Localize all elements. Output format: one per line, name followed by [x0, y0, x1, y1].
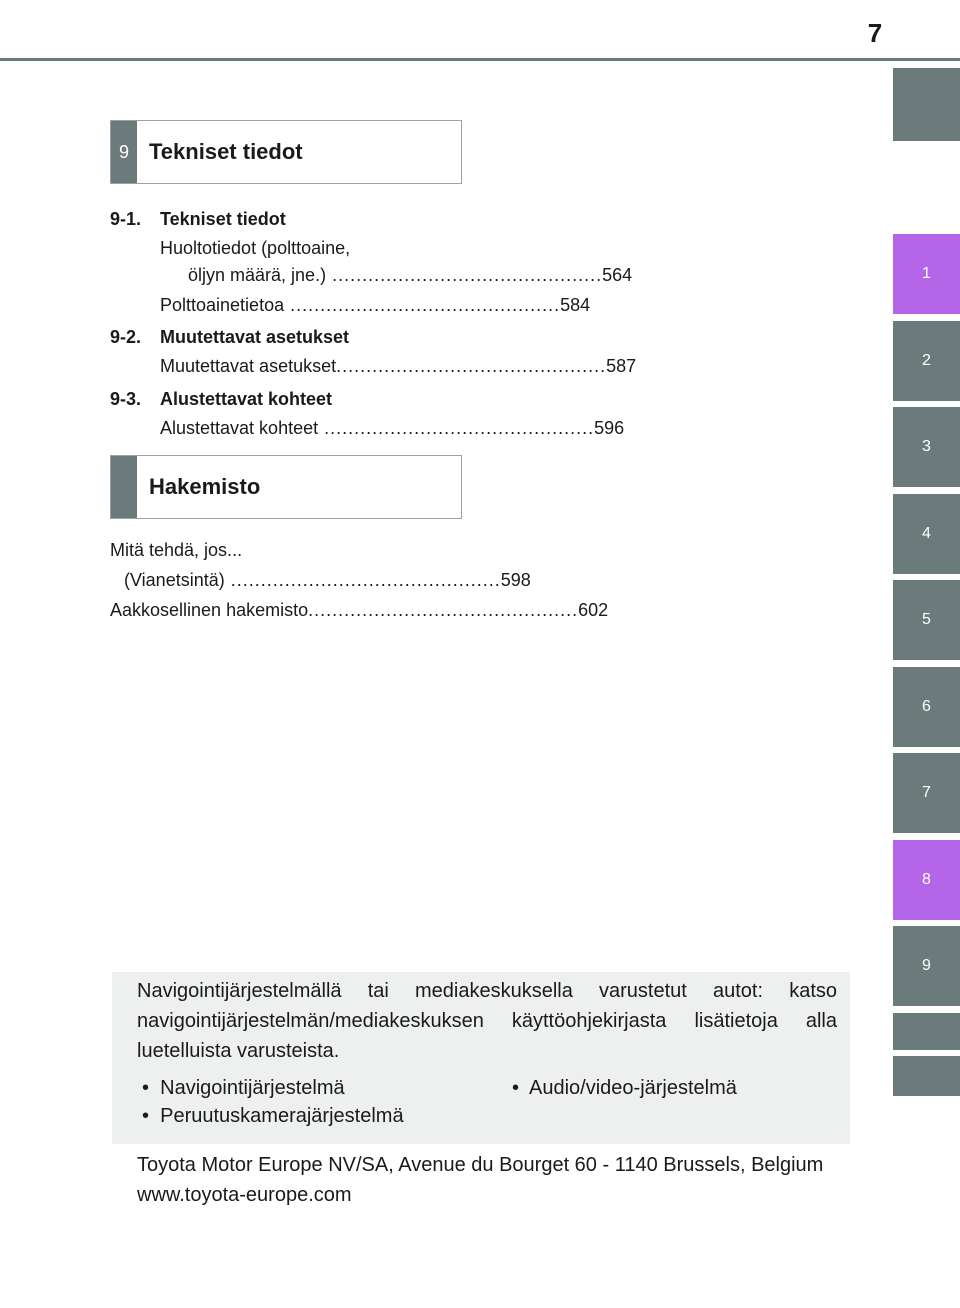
toc-entry[interactable] [160, 356, 637, 377]
side-tab-7[interactable] [893, 753, 960, 833]
side-tab-label: 6 [922, 698, 931, 715]
side-tab-label: 3 [922, 438, 931, 455]
toc-entry-text: öljyn määrä, jne.) [188, 265, 327, 285]
side-tab-blank-top[interactable] [893, 68, 960, 141]
toc-entry-line: Mitä tehdä, jos... [110, 540, 243, 560]
subsection-title: Tekniset tiedot [160, 209, 286, 229]
section-number: 9 [111, 121, 137, 183]
dot-leader: ............................................. [308, 600, 579, 620]
bullet-text: Navigointijärjestelmä [160, 1077, 345, 1099]
subsection-number: 9-3. [110, 389, 142, 409]
notice-text: Navigointijärjestelmällä tai mediakeskuksella varustetut autot: katso navigointijärjestelmän/mediakeskuksen käyttöohjekirjasta lisätietoja alla luetelluista varusteista. [137, 980, 837, 1062]
toc-entry-text: Aakkosellinen hakemisto [110, 600, 309, 620]
section-9-header [110, 120, 462, 184]
subsection-number: 9-1. [110, 209, 142, 229]
side-tab-label: 1 [922, 265, 931, 282]
dot-leader: ............................................. [336, 356, 607, 376]
section-title: Hakemisto [149, 474, 261, 499]
toc-entry-text: Polttoainetietoa [160, 295, 285, 315]
toc-entry-text: Muutettavat asetukset [160, 356, 337, 376]
dot-leader: ............................................. [318, 418, 595, 438]
toc-page: 602 [578, 600, 609, 620]
dot-leader: ............................................. [224, 570, 501, 590]
subsection-title: Alustettavat kohteet [160, 389, 333, 409]
subsection-title: Muutettavat asetukset [160, 327, 350, 347]
subsection-number: 9-2. [110, 327, 142, 347]
toc-entry-text: (Vianetsintä) [124, 570, 225, 590]
side-tab-label: 2 [922, 352, 931, 369]
side-tab-1[interactable] [893, 234, 960, 314]
side-tab-9[interactable] [893, 926, 960, 1006]
page-number: 7 [867, 18, 883, 48]
header-rule [0, 58, 960, 61]
dot-leader: ............................................. [326, 265, 603, 285]
bullet-item: • Audio/video-järjestelmä [512, 1077, 737, 1099]
bullet-text: Audio/video-järjestelmä [529, 1077, 737, 1099]
side-tab-4[interactable] [893, 494, 960, 574]
index-header [110, 455, 462, 519]
side-tab-6[interactable] [893, 667, 960, 747]
footer-text: Toyota Motor Europe NV/SA, Avenue du Bourget 60 - 1140 Brussels, Belgium www.toyota-europe.com [137, 1154, 824, 1206]
side-tab-label: 9 [922, 957, 931, 974]
side-tab-blank-2[interactable] [893, 1056, 960, 1096]
side-tab-label: 5 [922, 611, 931, 628]
toc-page: 587 [606, 356, 637, 376]
toc-entry-text: Alustettavat kohteet [160, 418, 319, 438]
toc-page: 584 [560, 295, 591, 315]
toc-page: 598 [500, 570, 531, 590]
side-tab-3[interactable] [893, 407, 960, 487]
toc-entry[interactable] [160, 418, 625, 439]
toc-entry[interactable] [160, 295, 591, 316]
side-tab-label: 8 [922, 871, 931, 888]
toc-entry[interactable] [124, 570, 531, 591]
toc-page: 564 [602, 265, 633, 285]
side-tab-blank-1[interactable] [893, 1013, 960, 1050]
bullet-item: • Navigointijärjestelmä [142, 1077, 345, 1099]
dot-leader: ............................................. [284, 295, 561, 315]
section-marker [111, 456, 137, 518]
side-tab-label: 7 [922, 784, 931, 801]
toc-page: 596 [594, 418, 625, 438]
toc-entry[interactable] [188, 265, 633, 286]
bullet-item: • Peruutuskamerajärjestelmä [142, 1105, 404, 1127]
side-tab-label: 4 [922, 525, 931, 542]
toc-entry[interactable] [110, 600, 609, 621]
section-title: Tekniset tiedot [149, 139, 303, 164]
bullet-text: Peruutuskamerajärjestelmä [160, 1105, 404, 1127]
toc-entry-line: Huoltotiedot (polttoaine, [160, 238, 351, 258]
side-tab-2[interactable] [893, 321, 960, 401]
side-tab-5[interactable] [893, 580, 960, 660]
side-tab-8[interactable] [893, 840, 960, 920]
